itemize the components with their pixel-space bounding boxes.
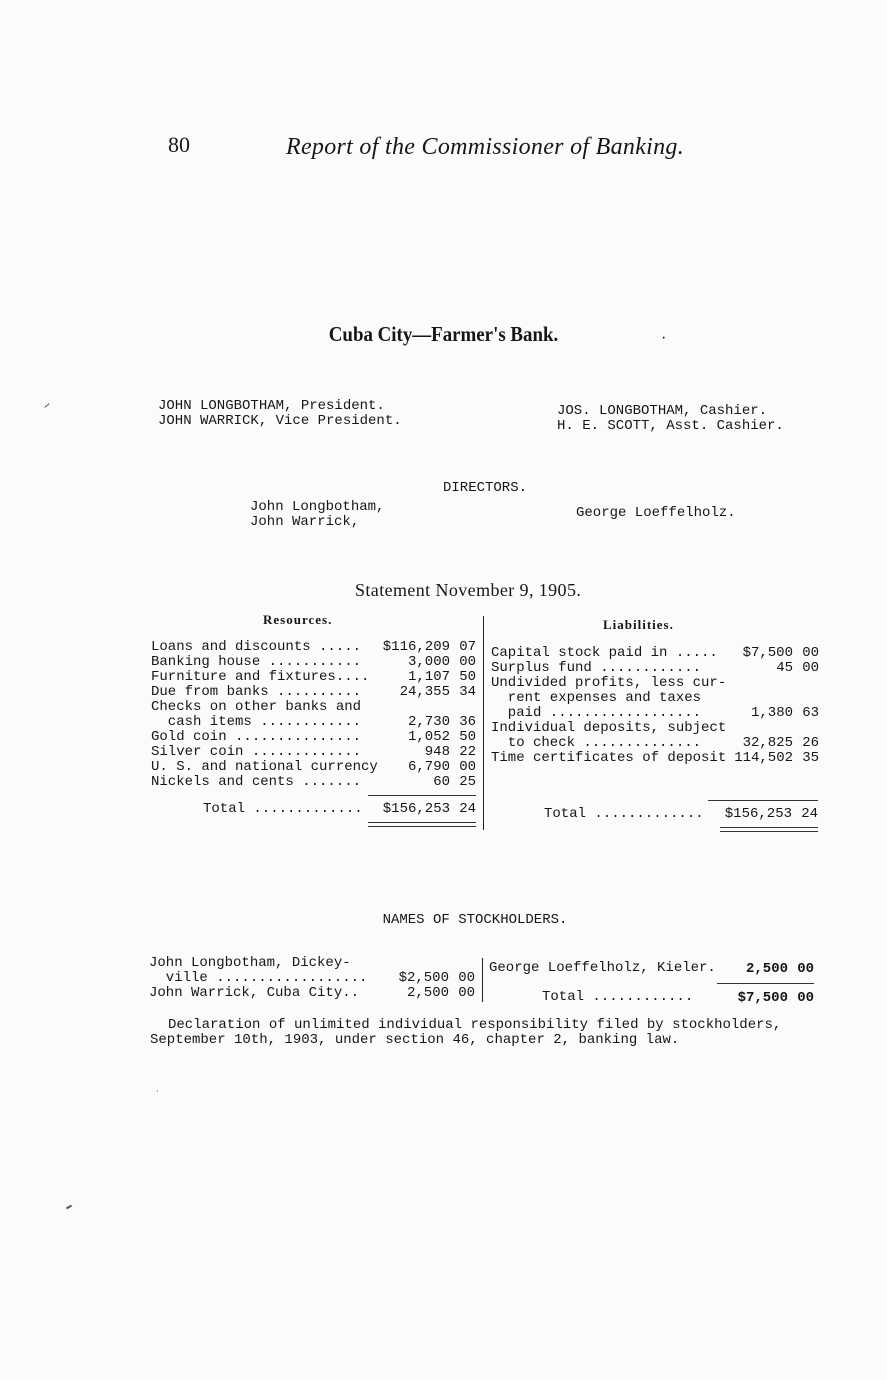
stockholder-name: ville .................. (149, 970, 368, 986)
total-cents: 24 (459, 801, 476, 817)
row-cents: 26 (802, 735, 819, 751)
officer-president: JOHN LONGBOTHAM, President. (158, 398, 385, 414)
stockholder-name: John Longbotham, Dickey- (149, 955, 351, 971)
total-double-rule (368, 822, 476, 823)
stockholder-amount (380, 971, 475, 986)
row-label: paid .................. (491, 705, 702, 721)
subtotal-rule (717, 983, 814, 984)
resources-row (151, 685, 476, 700)
row-label: Banking house ........... (151, 654, 362, 670)
stockholders-heading: NAMES OF STOCKHOLDERS. (382, 912, 568, 928)
liabilities-row (491, 706, 819, 721)
amount-cents: 00 (797, 961, 814, 977)
bank-title: Cuba City—Farmer's Bank. (328, 322, 559, 346)
row-label: Undivided profits, less cur- (491, 675, 727, 691)
resources-row (151, 670, 476, 685)
amount-dollars: $2,500 (398, 970, 449, 986)
resources-row (151, 745, 476, 760)
running-title: Report of the Commissioner of Banking. (286, 134, 685, 160)
row-cents: 36 (459, 714, 476, 730)
declaration-text: Declaration of unlimited individual responsibility filed by stockholders, September 10th, 1903, under section 46, chapter 2, banking law. (150, 1017, 782, 1048)
resources-row (151, 715, 476, 730)
row-cents: 34 (459, 684, 476, 700)
resources-row (151, 700, 476, 715)
row-label: Gold coin ............... (151, 729, 362, 745)
scan-speck (44, 403, 49, 408)
total-double-rule (720, 831, 818, 832)
row-label: rent expenses and taxes (491, 690, 702, 706)
row-dollars: 2,730 (407, 714, 450, 730)
officer-cashier: JOS. LONGBOTHAM, Cashier. (557, 403, 768, 419)
liabilities-total-row (544, 807, 818, 822)
subtotal-rule (708, 800, 818, 801)
liabilities-row (491, 721, 819, 736)
row-dollars: 114,502 (734, 750, 793, 766)
row-cents: 00 (459, 654, 476, 670)
row-cents: 63 (802, 705, 819, 721)
row-cents: 50 (459, 729, 476, 745)
resources-row (151, 640, 476, 655)
liabilities-row (491, 751, 819, 766)
stray-mark: · (661, 330, 667, 347)
liabilities-row (491, 691, 819, 706)
row-cents: 00 (802, 660, 819, 676)
stock-total-amount (720, 991, 814, 1006)
row-cents: 00 (802, 645, 819, 661)
row-label: Checks on other banks and (151, 699, 362, 715)
scan-speck (66, 1205, 72, 1210)
total-dollars: $156,253 (724, 806, 792, 822)
amount-cents: 00 (797, 990, 814, 1006)
resources-row (151, 760, 476, 775)
row-label: Surplus fund ............ (491, 660, 702, 676)
stock-total-label: Total ............ (542, 989, 694, 1005)
scan-speck (157, 1090, 158, 1092)
row-cents: 35 (802, 750, 819, 766)
row-dollars: 24,355 (399, 684, 450, 700)
resources-row (151, 655, 476, 670)
row-label: Furniture and fixtures.... (151, 669, 370, 685)
row-dollars: $116,209 (382, 639, 450, 655)
row-dollars: 45 (776, 660, 793, 676)
amount-dollars: 2,500 (745, 961, 788, 977)
liabilities-row (491, 646, 819, 661)
stockholder-amount (720, 962, 814, 977)
total-dollars: $156,253 (382, 801, 450, 817)
resources-row (151, 775, 476, 790)
row-dollars: 1,107 (407, 669, 450, 685)
row-dollars: 948 (424, 744, 450, 760)
director-name: John Longbotham, (250, 499, 385, 515)
row-label: Nickels and cents ....... (151, 774, 362, 790)
liabilities-heading: Liabilities. (603, 617, 674, 632)
row-cents: 50 (459, 669, 476, 685)
page-number: 80 (168, 132, 190, 157)
row-dollars: 6,790 (407, 759, 450, 775)
row-dollars: $7,500 (742, 645, 793, 661)
liabilities-row (491, 736, 819, 751)
stockholder-amount (380, 986, 475, 1001)
liabilities-row (491, 676, 819, 691)
row-dollars: 32,825 (742, 735, 793, 751)
row-label: to check .............. (491, 735, 702, 751)
resources-total-row (203, 802, 476, 817)
officer-asst-cashier: H. E. SCOTT, Asst. Cashier. (557, 418, 784, 434)
row-label: U. S. and national currency (151, 759, 378, 775)
row-label: Time certificates of deposit (491, 750, 727, 766)
row-cents: 25 (459, 774, 476, 790)
row-dollars: 1,052 (407, 729, 450, 745)
liabilities-row (491, 661, 819, 676)
director-name: John Warrick, (250, 514, 360, 530)
directors-heading: DIRECTORS. (442, 480, 527, 496)
resources-row (151, 730, 476, 745)
amount-dollars: 2,500 (406, 985, 449, 1001)
row-label: Capital stock paid in ..... (491, 645, 718, 661)
stockholder-name: George Loeffelholz, Kieler. (489, 960, 716, 976)
total-double-rule (368, 826, 476, 827)
total-label: Total ............. (544, 806, 704, 822)
director-name: George Loeffelholz. (576, 505, 736, 521)
row-dollars: 60 (433, 774, 450, 790)
amount-cents: 00 (458, 970, 475, 986)
stockholder-name: John Warrick, Cuba City.. (149, 985, 360, 1001)
row-cents: 00 (459, 759, 476, 775)
amount-cents: 00 (458, 985, 475, 1001)
subtotal-rule (368, 795, 476, 796)
row-label: cash items ............ (151, 714, 362, 730)
row-label: Due from banks .......... (151, 684, 362, 700)
row-label: Individual deposits, subject (491, 720, 727, 736)
row-cents: 22 (459, 744, 476, 760)
statement-title: Statement November 9, 1905. (355, 580, 582, 600)
row-dollars: 1,380 (750, 705, 793, 721)
stockholders-divider (482, 958, 483, 1002)
row-dollars: 3,000 (407, 654, 450, 670)
column-divider (483, 616, 484, 830)
total-double-rule (720, 827, 818, 828)
row-label: Silver coin ............. (151, 744, 362, 760)
row-cents: 07 (459, 639, 476, 655)
officer-vice-president: JOHN WARRICK, Vice President. (158, 413, 402, 429)
row-label: Loans and discounts ..... (151, 639, 362, 655)
amount-dollars: $7,500 (737, 990, 788, 1006)
total-cents: 24 (801, 806, 818, 822)
total-label: Total ............. (203, 801, 363, 817)
resources-heading: Resources. (263, 612, 333, 627)
